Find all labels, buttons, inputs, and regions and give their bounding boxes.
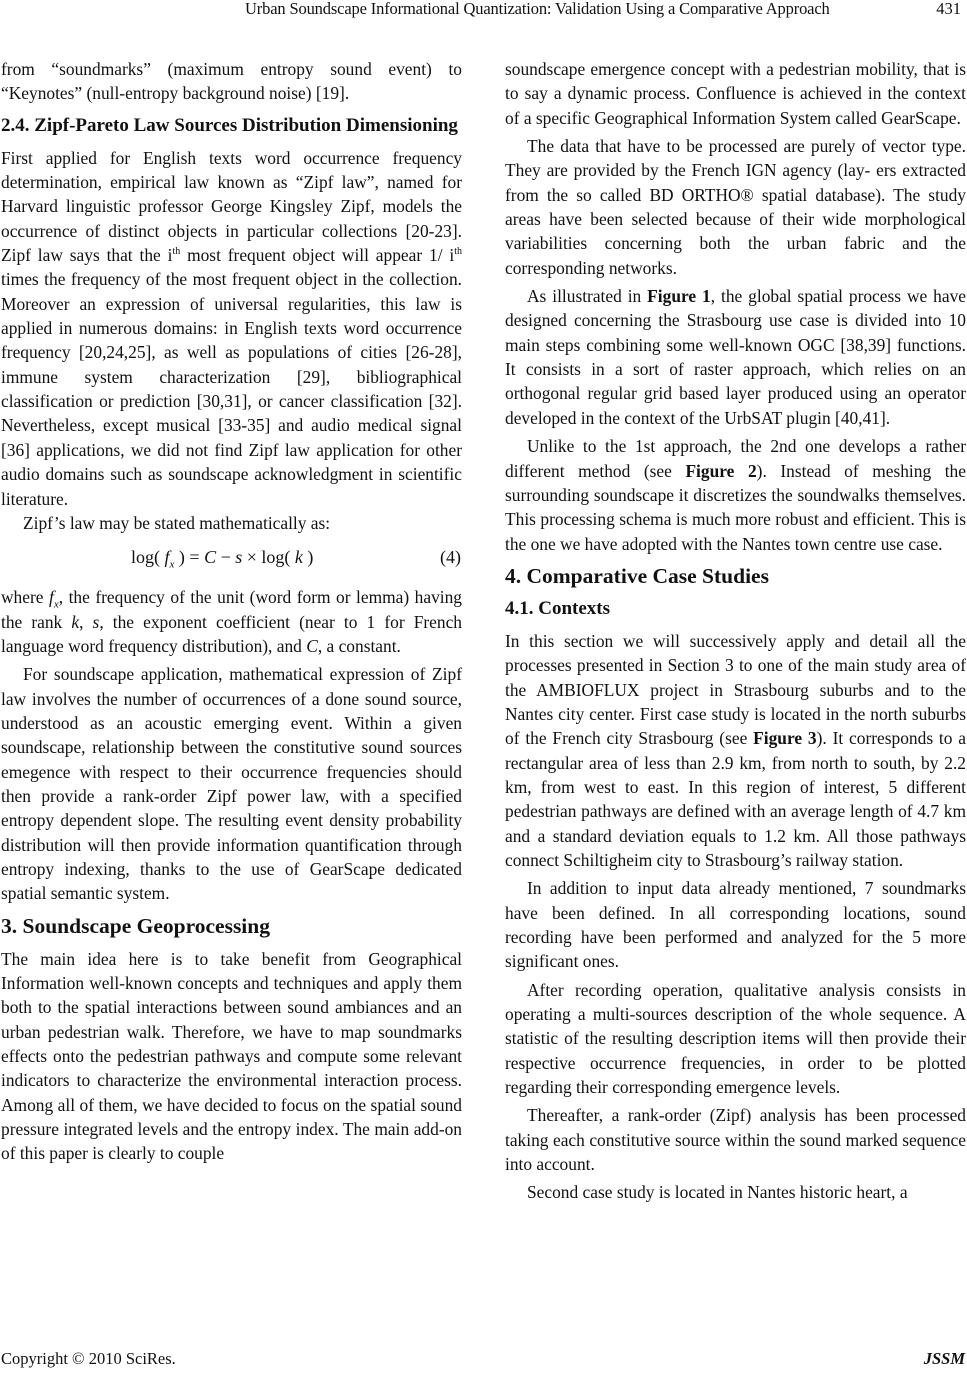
paragraph-figure-2-ref xyxy=(505,434,966,556)
superscript: th xyxy=(172,246,181,258)
text-run: First applied for English texts word occurrence frequency determination, empirical law known as “Zipf law”, named for Harvard linguistic professor George Kingsley Zipf, models the occurrence of distinct objects in particular collections [20-23]. Zipf law says that the i xyxy=(1,147,462,266)
superscript: th xyxy=(454,246,462,258)
paragraph: The data that have to be processed are purely of vector type. They are provided by the French IGN agency (lay- ers extracted from the so called BD ORTHO® spatial database). The study areas have been selected because of their wide morphological variabilities concerning both the urban fabric and the corresponding networks. xyxy=(505,136,966,278)
text-run: In this section we will successively apply and detail all the processes presented in Section 3 to one of the main study area of the AMBIOFLUX project in Strasbourg suburbs and to the Nantes city center. First case study is located in the north suburbs of the French city Strasbourg (see xyxy=(505,630,966,749)
paragraph: Thereafter, a rank-order (Zipf) analysis has been processed taking each constitutive source within the sound marked sequence into account. xyxy=(505,1105,966,1175)
eq-var-s: s xyxy=(235,547,243,568)
eq-const-C: C xyxy=(204,547,217,568)
var-s: s xyxy=(92,611,100,632)
var-f: f xyxy=(49,587,54,608)
paragraph: In addition to input data already mentioned, 7 soundmarks have been defined. In all corresponding locations, sound recording have been performed and analyzed for the 5 more significant ones. xyxy=(505,878,966,972)
figure-2-link[interactable]: Figure 2 xyxy=(685,460,757,481)
eq-var-f: f xyxy=(164,547,170,568)
text-run: , a constant. xyxy=(317,635,401,656)
copyright-notice: Copyright © 2010 SciRes. xyxy=(1,1349,176,1368)
page-number: 431 xyxy=(936,0,961,18)
paragraph: Second case study is located in Nantes historic heart, a xyxy=(527,1182,908,1203)
section-heading-2-4: 2.4. Zipf-Pareto Law Sources Distribution Dimensioning xyxy=(1,114,458,136)
eq-sub-x: x xyxy=(169,558,175,571)
eq-log: log xyxy=(131,547,155,568)
text-run: Unlike to the 1st approach, the 2nd one develops a rather different method (see xyxy=(505,436,966,481)
var-C: C xyxy=(306,635,318,656)
equation-number: (4) xyxy=(440,547,461,568)
paragraph: from “soundmarks” (maximum entropy sound event) to “Keynotes” (null-entropy background noise) [19]. xyxy=(1,59,462,104)
text-run: , the exponent coefficient (near to 1 for French language word frequency distribution), and xyxy=(1,611,463,656)
text-run: most frequent object will appear 1/ i xyxy=(180,245,455,266)
text-run: As illustrated in xyxy=(527,286,648,307)
eq-minus: − xyxy=(216,547,236,568)
section-heading-4-1: 4.1. Contexts xyxy=(505,597,611,619)
paragraph-zipf-intro xyxy=(1,146,462,511)
paragraph: For soundscape application, mathematical expression of Zipf law involves the number of occurrences of a done sound source, understood as an acoustic emerging event. Within a given soundscape, relationship between the constitutive sound sources emegence with respect to their occurrence frequencies should then provide a rank-order Zipf power law, with a specified entropy dependent slope. The resulting event density probability distribution will then provide information quantification through entropy indexing, thanks to the use of GearScape dedicated spatial semantic system. xyxy=(1,664,462,904)
paragraph: The main idea here is to take benefit from Geographical Information well-known concepts and techniques and apply them both to the spatial interactions between sound ambiances and an urban pedestrian walk. Therefore, we have to map soundmarks effects onto the pedestrian pathways and compute some relevant indicators to characterize the environmental interaction process. Among all of them, we have decided to focus on the spatial sound pressure integrated levels and the entropy index. The main add-on of this paper is clearly to couple xyxy=(1,948,462,1164)
text-run: , xyxy=(79,611,93,632)
left-column xyxy=(1,57,462,1166)
eq-var-k: k xyxy=(294,547,303,568)
equation-4 xyxy=(1,539,462,579)
text-run: where xyxy=(1,587,49,608)
figure-1-link[interactable]: Figure 1 xyxy=(647,286,711,307)
text-run: ). It corresponds to a rectangular area of less than 2.9 km, from north to south, by 2.2 km, from west to east. In this region of interest, 5 different pedestrian pathways are defined with an average length of 4.7 km and a standard deviation equals to 1.2 km. All those pathways connect Schiltigheim city to Strasbourg’s railway station. xyxy=(505,728,966,870)
text-run: times the frequency of the most frequent object in the collection. Moreover an expression of universal regularities, this law is applied in numerous domains: in English texts word occurrence frequency [20,24,25], as well as populations of cities [26-28], immune system characterization [29], bibliographical classification or prediction [30,31], or cancer classification [32]. Nevertheless, except musical [33-35] and audio medical signal [36] applications, we did not find Zipf law application for other audio domains such as soundscape acknowledgment in scientific literature. xyxy=(1,269,462,509)
running-title: Urban Soundscape Informational Quantization: Validation Using a Comparative Approach xyxy=(245,0,830,18)
paragraph-figure-3-ref xyxy=(505,629,966,872)
text-run: , the frequency of the unit (word form or lemma) having the rank xyxy=(1,587,462,632)
paragraph-where xyxy=(1,585,462,658)
paragraph-figure-1-ref xyxy=(505,284,966,430)
right-column xyxy=(505,57,966,1205)
eq-times-log: × log xyxy=(242,547,285,568)
paragraph: Zipf’s law may be stated mathematically as: xyxy=(23,512,331,533)
text-run: ). Instead of meshing the surrounding soundscape it discretizes the soundwalks themselves. This processing schema is much more robust and efficient. This is the one we have adopted with the Nantes town centre use case. xyxy=(505,460,966,554)
section-heading-3: 3. Soundscape Geoprocessing xyxy=(1,913,270,938)
equation-formula: log( $f_x$ ) = C − s × log( k ) xyxy=(131,547,314,571)
text-run: , the global spatial process we have designed concerning the Strasbourg use case is divided into 10 main steps combining some well-known OGC [38,39] functions. It consists in a sort of raster approach, which relies on an orthogonal regular grid based layer produced using an operator developed in the context of the UrbSAT plugin [40,41]. xyxy=(505,286,966,428)
var-k: k xyxy=(71,611,80,632)
paragraph: soundscape emergence concept with a pedestrian mobility, that is to say a dynamic process. Confluence is achieved in the context of a specific Geographical Information System called GearScape. xyxy=(505,59,966,128)
sub-x: x xyxy=(53,598,59,611)
journal-abbrev: JSSM xyxy=(923,1349,965,1368)
paragraph: After recording operation, qualitative analysis consists in operating a multi-sources description of the whole sequence. A statistic of the resulting description items will then provide their respective occurrence frequencies, in order to be plotted regarding their corresponding emergence levels. xyxy=(505,979,966,1098)
page-header xyxy=(0,0,967,22)
figure-3-link[interactable]: Figure 3 xyxy=(753,728,817,749)
section-heading-4: 4. Comparative Case Studies xyxy=(505,563,769,588)
